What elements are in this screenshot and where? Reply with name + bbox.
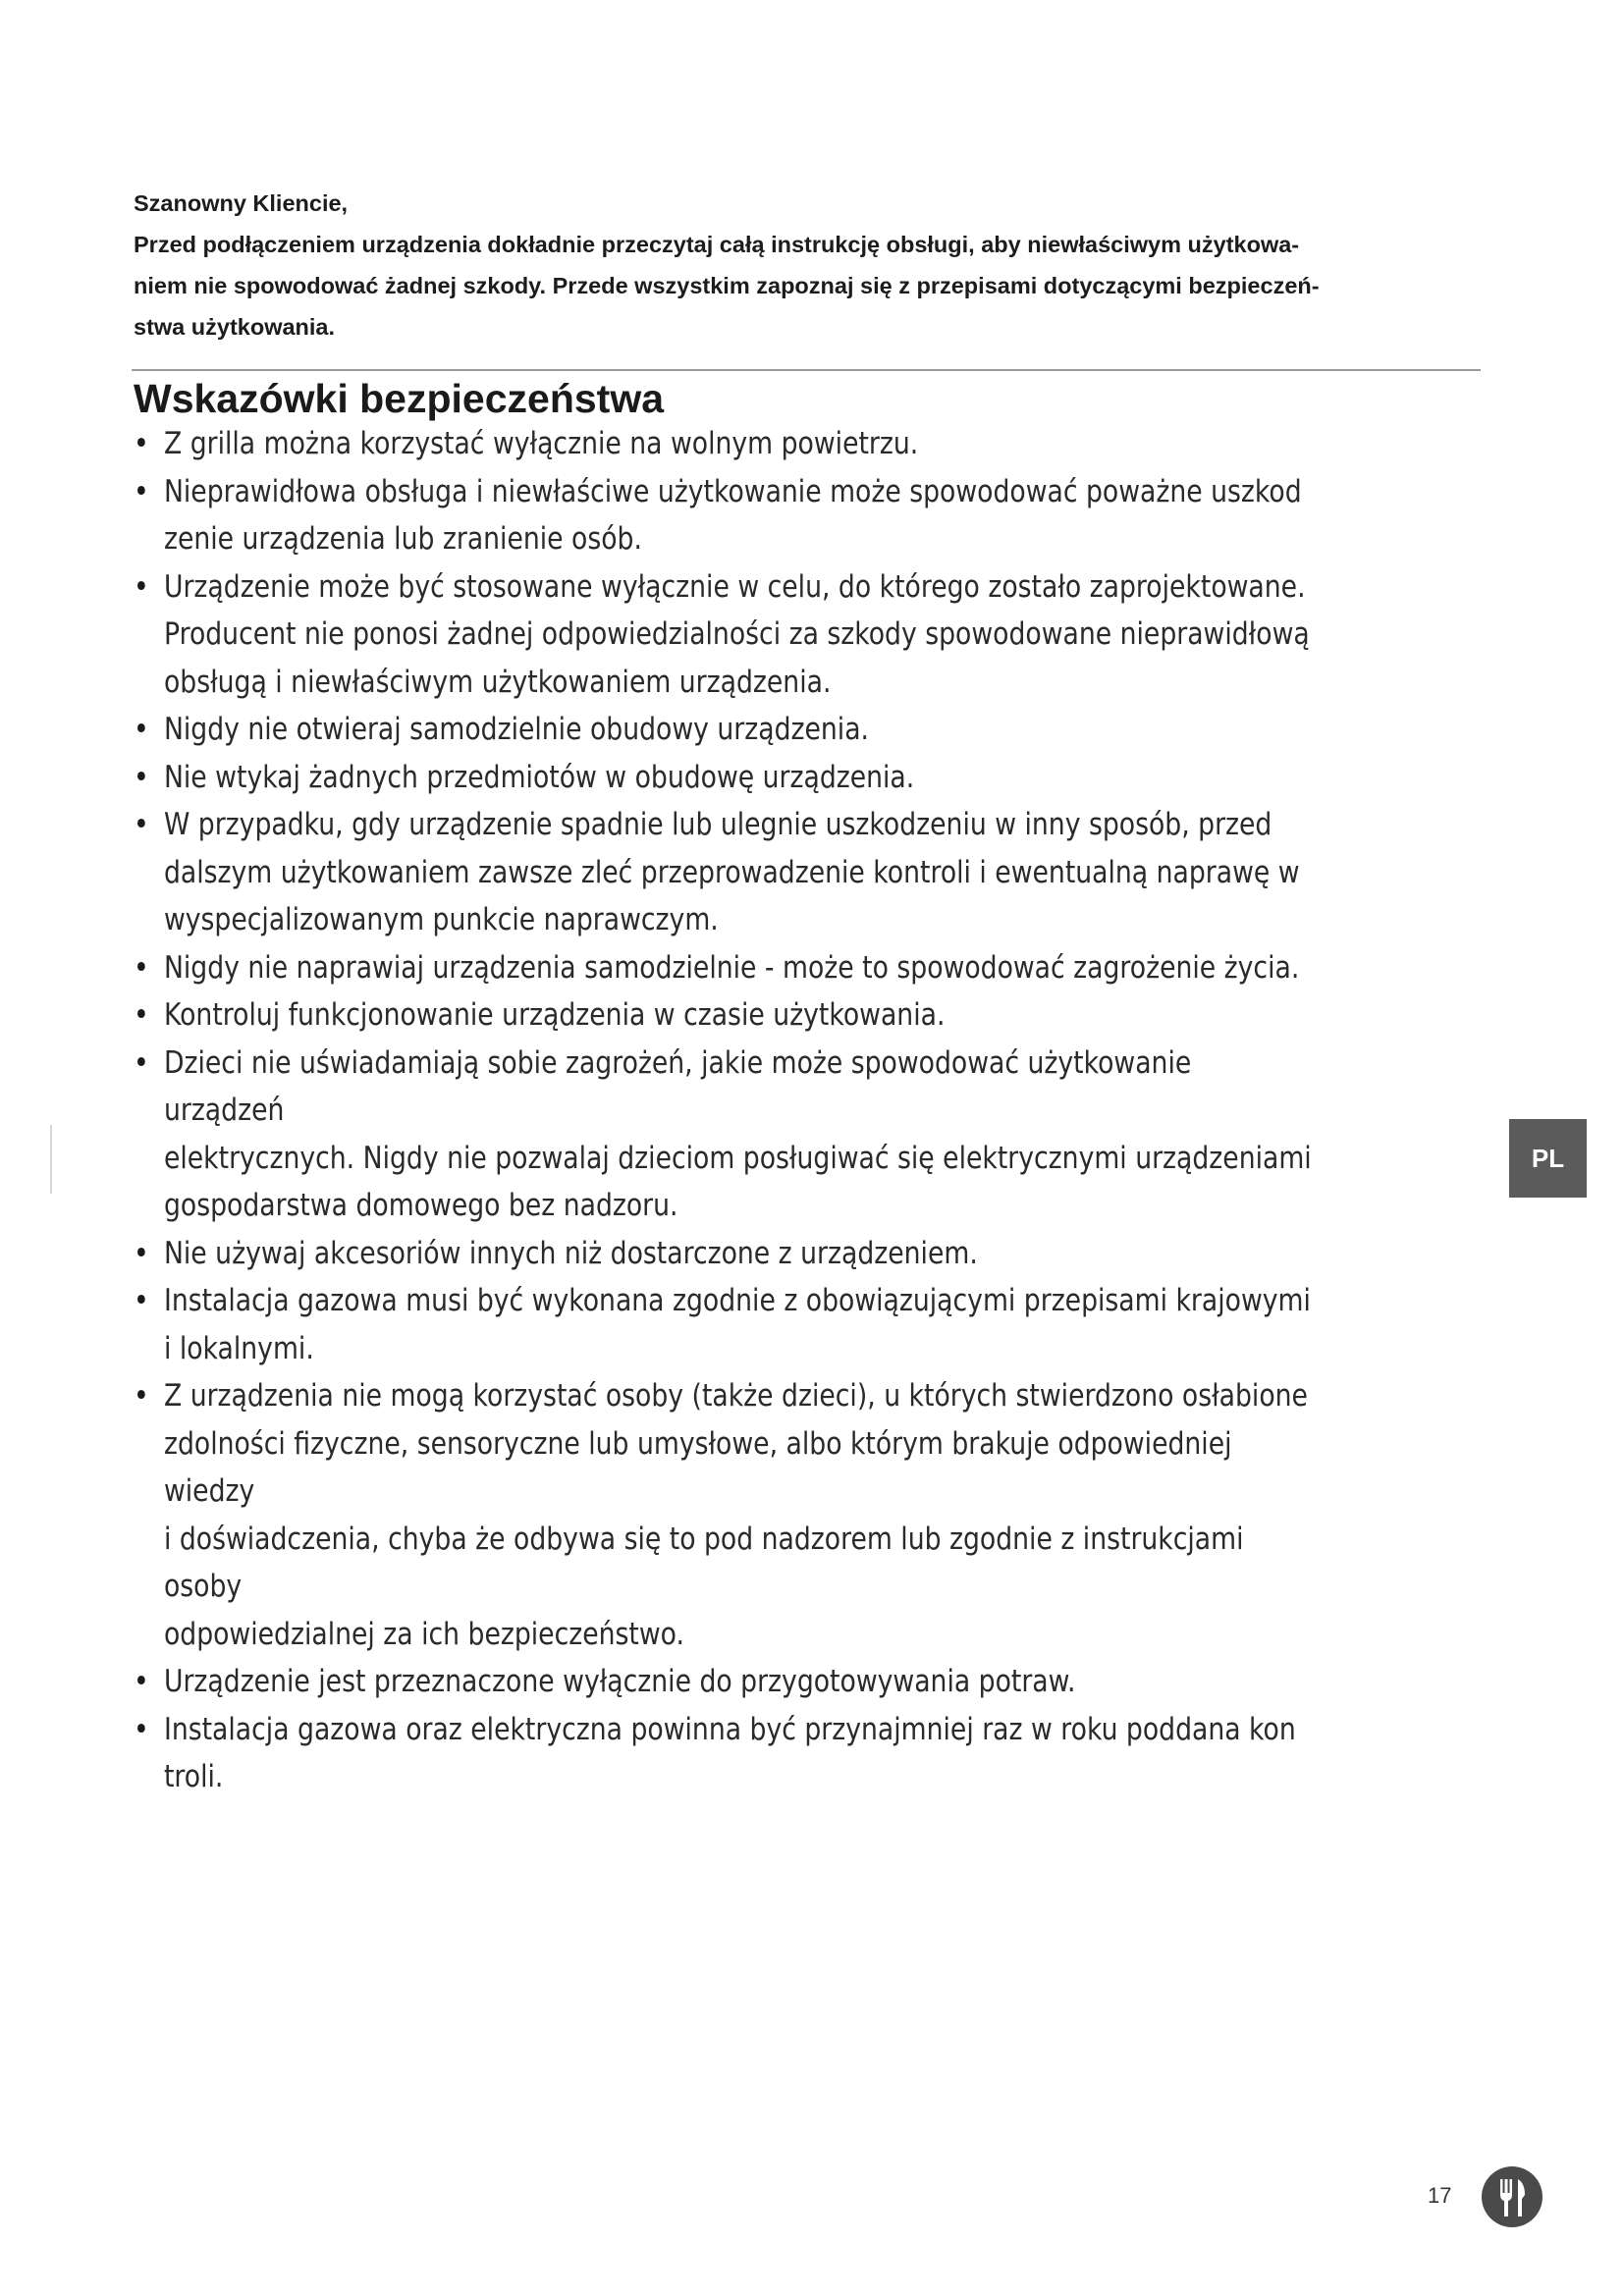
safety-tip-item	[134, 706, 1316, 754]
safety-tip-line: Instalacja gazowa musi być wykonana zgodnie z obowiązującymi przepisami krajowymi	[163, 1283, 1311, 1318]
greeting: Szanowny Kliencie,	[134, 190, 349, 216]
safety-tip-line: zdolności fizyczne, sensoryczne lub umysłowe, albo którym brakuje odpowiedniej wiedzy	[163, 1425, 1232, 1509]
bullet-icon: •	[134, 1378, 149, 1414]
safety-tip-line: odpowiedzialnej za ich bezpieczeństwo.	[163, 1616, 685, 1652]
safety-tip-line: Instalacja gazowa oraz elektryczna powinna być przynajmniej raz w roku poddana kon	[163, 1711, 1296, 1747]
safety-tip-line: troli.	[163, 1759, 224, 1794]
safety-tip-item	[134, 420, 1316, 468]
safety-tip-item	[134, 1040, 1316, 1230]
safety-tip-line: Kontroluj funkcjonowanie urządzenia w czasie użytkowania.	[163, 997, 946, 1033]
safety-tip-line: i doświadczenia, chyba że odbywa się to pod nadzorem lub zgodnie z instrukcjami osoby	[163, 1521, 1244, 1604]
safety-tip-item	[134, 1277, 1316, 1372]
bullet-icon: •	[134, 1711, 149, 1747]
safety-tip-item	[134, 754, 1316, 802]
safety-tip-line: obsługą i niewłaściwym użytkowaniem urządzenia.	[163, 664, 832, 700]
safety-tip-line: W przypadku, gdy urządzenie spadnie lub ulegnie uszkodzeniu w inny sposób, przed	[163, 807, 1272, 842]
safety-tip-line: Urządzenie jest przeznaczone wyłącznie do przygotowywania potraw.	[163, 1664, 1076, 1699]
language-tab: PL	[1509, 1119, 1587, 1198]
intro-line: Przed podłączeniem urządzenia dokładnie przeczytaj całą instrukcję obsługi, aby niewłaściwym użytkowa-	[134, 232, 1300, 257]
bullet-icon: •	[134, 1235, 149, 1271]
safety-tip-line: Nie używaj akcesoriów innych niż dostarczone z urządzeniem.	[163, 1235, 978, 1271]
bullet-icon: •	[134, 997, 149, 1033]
safety-tip-line: Dzieci nie uświadamiają sobie zagrożeń, jakie może spowodować użytkowanie urządzeń	[163, 1044, 1192, 1128]
safety-tip-item	[134, 944, 1316, 992]
bullet-icon: •	[134, 759, 149, 795]
safety-tip-item	[134, 1372, 1316, 1658]
bullet-icon: •	[134, 807, 149, 842]
safety-tip-item	[134, 468, 1316, 563]
safety-tip-line: Urządzenie może być stosowane wyłącznie w celu, do którego zostało zaprojektowane.	[163, 568, 1306, 605]
safety-tip-line: i lokalnymi.	[163, 1330, 314, 1366]
safety-tip-item	[134, 563, 1316, 707]
intro-paragraph	[134, 183, 1508, 347]
intro-line: stwa użytkowania.	[134, 314, 336, 340]
safety-tip-item	[134, 801, 1316, 944]
safety-tip-line: wyspecjalizowanym punkcie naprawczym.	[163, 902, 719, 937]
section-title: Wskazówki bezpieczeństwa	[134, 376, 665, 421]
bullet-icon: •	[134, 1664, 149, 1699]
bullet-icon: •	[134, 473, 149, 509]
safety-tip-line: Z urządzenia nie mogą korzystać osoby (także dzieci), u których stwierdzono osłabione	[163, 1378, 1308, 1414]
intro-line: niem nie spowodować żadnej szkody. Przede wszystkim zapoznaj się z przepisami dotyczącymi bezpieczeń-	[134, 273, 1320, 298]
margin-mark	[50, 1125, 52, 1194]
bullet-icon: •	[134, 568, 149, 605]
bullet-icon: •	[134, 712, 149, 747]
bullet-icon: •	[134, 426, 149, 461]
safety-tip-item	[134, 991, 1316, 1040]
safety-tip-line: dalszym użytkowaniem zawsze zleć przeprowadzenie kontroli i ewentualną naprawę w	[163, 854, 1300, 890]
safety-tip-line: Nie wtykaj żadnych przedmiotów w obudowę urządzenia.	[163, 759, 915, 795]
safety-tip-line: Z grilla można korzystać wyłącznie na wolnym powietrzu.	[163, 426, 919, 461]
safety-tip-line: zenie urządzenia lub zranienie osób.	[163, 521, 642, 557]
safety-tip-line: Nieprawidłowa obsługa i niewłaściwe użytkowanie może spowodować poważne uszkod	[163, 473, 1302, 509]
bullet-icon: •	[134, 1283, 149, 1318]
safety-tip-line: Nigdy nie naprawiaj urządzenia samodzielnie - może to spowodować zagrożenie życia.	[163, 949, 1300, 986]
safety-tips-list	[134, 420, 1316, 1801]
safety-tip-line: elektrycznych. Nigdy nie pozwalaj dzieciom posługiwać się elektrycznymi urządzeniami	[163, 1140, 1312, 1176]
safety-tip-item	[134, 1230, 1316, 1278]
page-number: 17	[1428, 2183, 1452, 2208]
safety-tip-line: gospodarstwa domowego bez nadzoru.	[163, 1188, 678, 1223]
safety-tip-item	[134, 1658, 1316, 1706]
grill-cutlery-logo-icon	[1481, 2165, 1543, 2228]
bullet-icon: •	[134, 1044, 149, 1081]
safety-tip-line: Nigdy nie otwieraj samodzielnie obudowy urządzenia.	[163, 712, 870, 747]
safety-tip-line: Producent nie ponosi żadnej odpowiedzialności za szkody spowodowane nieprawidłową	[163, 616, 1310, 652]
bullet-icon: •	[134, 949, 149, 986]
safety-tip-item	[134, 1706, 1316, 1801]
